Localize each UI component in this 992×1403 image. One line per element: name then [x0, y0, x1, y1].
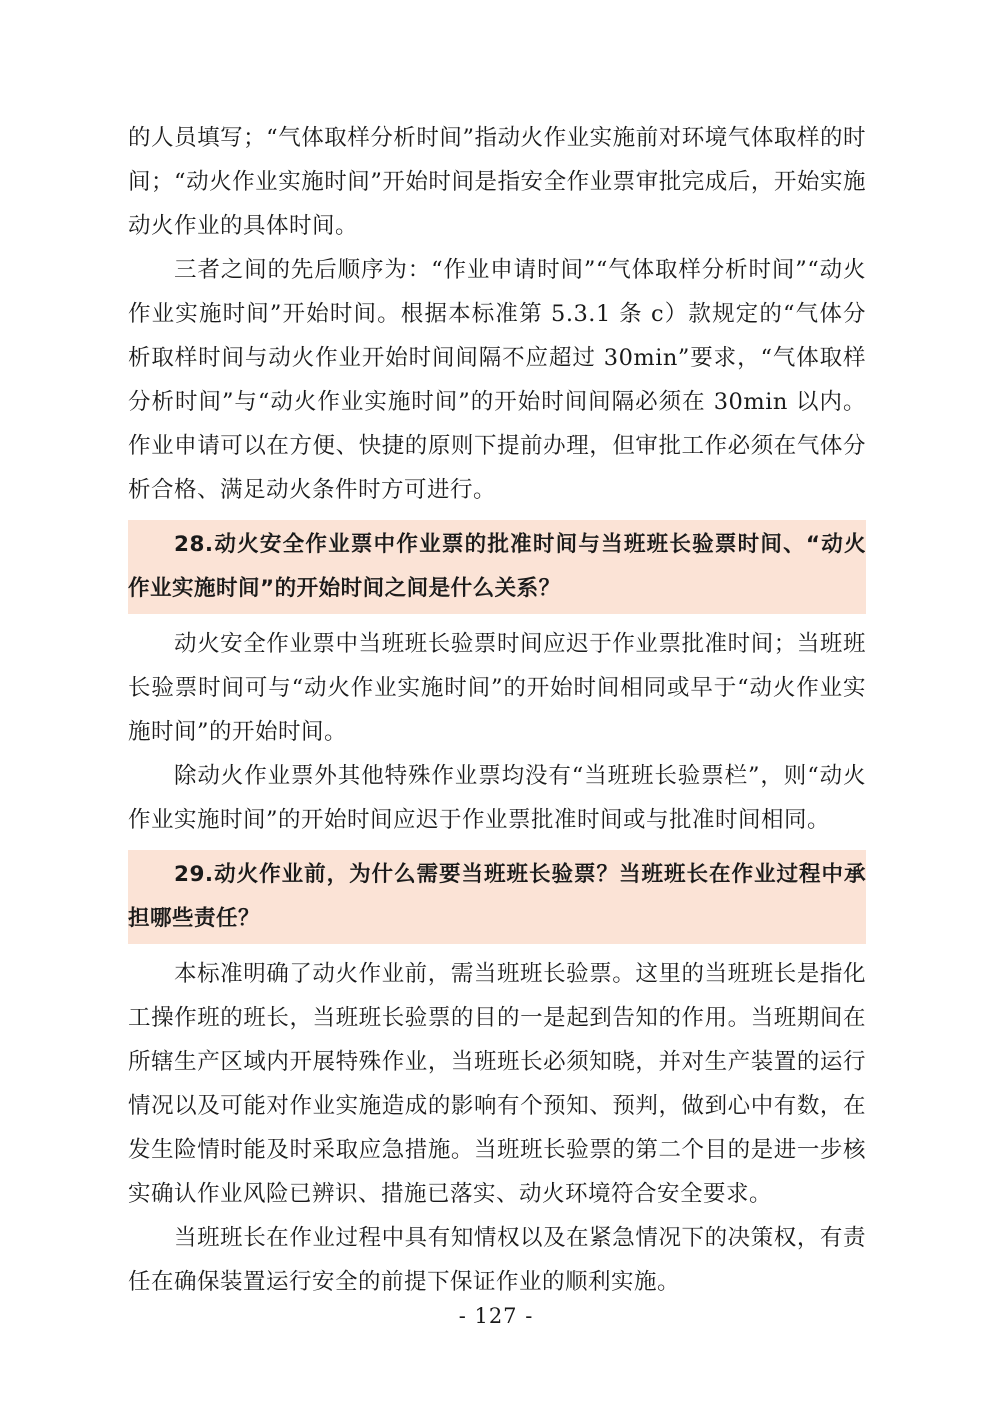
paragraph-answer-29a: 本标准明确了动火作业前，需当班班长验票。这里的当班班长是指化工操作班的班长，当班班长验票的目的一是起到告知的作用。当班期间在所辖生产区域内开展特殊作业，当班班长必须知晓，并对生产装置的运行情况以及可能对作业实施造成的影响有个预知、预判，做到心中有数，在发生险情时能及时采取应急措施。当班班长验票的第二个目的是进一步核实确认作业风险已辨识、措施已落实、动火环境符合安全要求。 — [128, 961, 866, 1207]
paragraph-sequence-order: 三者之间的先后顺序为：“作业申请时间”“气体取样分析时间”“动火作业实施时间”开始时间。根据本标准第 5.3.1 条 c）款规定的“气体分析取样时间与动火作业开始时间间隔不应超过 30min”要求，“气体取样分析时间”与“动火作业实施时间”的开始时间间隔必须在 30min 以内。作业申请可以在方便、快捷的原则下提前办理，但审批工作必须在气体分析合格、满足动火条件时方可进行。 — [128, 257, 866, 503]
paragraph-answer-29b: 当班班长在作业过程中具有知情权以及在紧急情况下的决策权，有责任在确保装置运行安全的前提下保证作业的顺利实施。 — [128, 1225, 866, 1295]
page-number: - 127 - — [458, 1304, 534, 1328]
question-28-heading: 28.动火安全作业票中作业票的批准时间与当班班长验票时间、“动火作业实施时间”的开始时间之间是什么关系？ — [128, 532, 866, 601]
paragraph-continuation: 的人员填写；“气体取样分析时间”指动火作业实施前对环境气体取样的时间；“动火作业实施时间”开始时间是指安全作业票审批完成后，开始实施动火作业的具体时间。 — [128, 125, 866, 239]
paragraph-answer-28a: 动火安全作业票中当班班长验票时间应迟于作业票批准时间；当班班长验票时间可与“动火作业实施时间”的开始时间相同或早于“动火作业实施时间”的开始时间。 — [128, 631, 866, 745]
question-29-heading: 29.动火作业前，为什么需要当班班长验票？当班班长在作业过程中承担哪些责任？ — [128, 862, 866, 931]
question-29-block — [128, 850, 866, 944]
document-body — [128, 116, 866, 1304]
paragraph-answer-28b: 除动火作业票外其他特殊作业票均没有“当班班长验票栏”，则“动火作业实施时间”的开始时间应迟于作业票批准时间或与批准时间相同。 — [128, 763, 866, 833]
question-28-block — [128, 520, 866, 614]
